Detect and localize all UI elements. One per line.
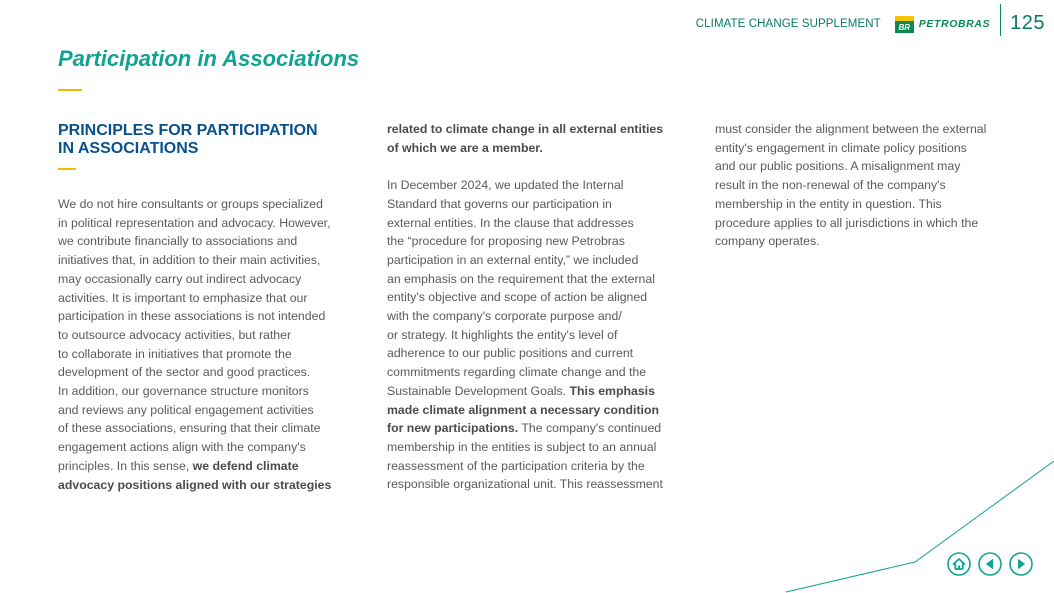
logo-badge-text: BR [898, 22, 911, 32]
bold-text: of which we are a member. [387, 140, 543, 155]
text-line: procedure applies to all jurisdictions in which the [715, 215, 979, 230]
text-line: to collaborate in initiatives that promote the [58, 346, 292, 361]
text-line: activities. It is important to emphasize that our [58, 290, 308, 305]
text-line: entity's engagement in climate policy positions [715, 140, 967, 155]
text-line: commitments regarding climate change and the [387, 365, 647, 380]
text-line: result in the non-renewal of the company's [715, 178, 946, 193]
bold-text: This emphasis [569, 383, 655, 398]
text-line: the “procedure for proposing new Petrobras [387, 234, 625, 249]
section-heading-line-1: PRINCIPLES FOR PARTICIPATION [58, 122, 318, 139]
next-page-button[interactable] [1009, 552, 1033, 576]
page-title: Participation in Associations [58, 46, 360, 71]
text-line: of these associations, ensuring that their climate [58, 421, 321, 436]
home-button[interactable] [947, 552, 971, 576]
text-line: an emphasis on the requirement that the external [387, 271, 655, 286]
page-number: 125 [1010, 11, 1045, 34]
text-line: responsible organizational unit. This reassessment [387, 477, 663, 492]
text-line: We do not hire consultants or groups specialized [58, 197, 323, 211]
bold-text: for new participations. [387, 421, 519, 436]
text-line: or strategy. It highlights the entity's level of [387, 327, 618, 342]
text-line: In addition, our governance structure monitors [58, 384, 309, 399]
arrow-right-icon [1009, 552, 1033, 576]
text-line: we contribute financially to associations and [58, 234, 298, 249]
page-navigation [940, 552, 1033, 576]
text-line: and our public positions. A misalignment may [715, 159, 961, 174]
text-line: initiatives that, in addition to their main activities, [58, 253, 321, 268]
text-line: participation in an external entity,” we included [387, 252, 639, 267]
text-line: and reviews any political engagement activities [58, 402, 314, 417]
text-line: participation in these associations is not intended [58, 309, 326, 324]
text-line: engagement actions align with the company's [58, 440, 306, 455]
bold-text: we defend climate [192, 458, 299, 473]
text-line: external entities. In the clause that addresses [387, 215, 634, 230]
text-line: adherence to our public positions and current [387, 346, 634, 361]
section-heading-line-2: IN ASSOCIATIONS [58, 140, 199, 157]
text-line: entity's objective and scope of action be aligned [387, 290, 648, 305]
home-icon [947, 552, 971, 576]
text-line: with the company's corporate purpose and/ [387, 309, 622, 324]
bold-text: advocacy positions aligned with our strategies [58, 477, 332, 492]
text-line: Sustainable Development Goals. [387, 383, 570, 398]
text-line: membership in the entity in question. This [715, 196, 942, 211]
text-line: must consider the alignment between the external [715, 122, 987, 136]
text-line: principles. In this sense, [58, 458, 193, 473]
text-line: Standard that governs our participation in [387, 196, 612, 211]
text-line: membership in the entities is subject to an annual [387, 439, 657, 454]
bold-text: related to climate change in all external entities [387, 122, 664, 136]
bold-text: made climate alignment a necessary condition [387, 402, 659, 417]
text-line: In December 2024, we updated the Internal [387, 178, 624, 193]
arrow-left-icon [978, 552, 1002, 576]
text-line: reassessment of the participation criteria by the [387, 458, 645, 473]
text-line: may occasionally carry out indirect advocacy [58, 271, 302, 286]
text-line: company operates. [715, 234, 820, 249]
supplement-label: CLIMATE CHANGE SUPPLEMENT [695, 18, 881, 30]
text-line: The company's continued [518, 421, 662, 436]
text-line: in political representation and advocacy. However, [58, 215, 331, 230]
logo-text: PETROBRAS [918, 18, 991, 30]
text-line: development of the sector and good practices. [58, 365, 311, 380]
previous-page-button[interactable] [978, 552, 1002, 576]
text-line: to outsource advocacy activities, but rather [58, 327, 292, 342]
